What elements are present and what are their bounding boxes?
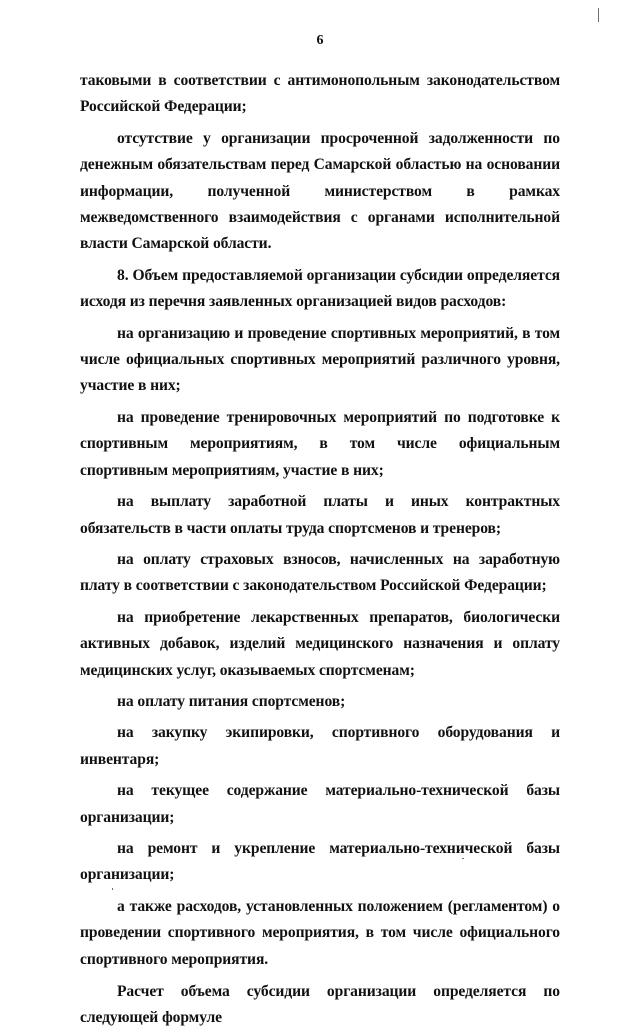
scan-artifact-top-right: [598, 8, 599, 22]
list-item-training-events: на проведение тренировочных мероприятий по подготовке к спортивным мероприятиям, в том числе официальным спортивным мероприятиям, участие в них;: [80, 408, 560, 479]
list-item-salary: на выплату заработной платы и иных контрактных обязательств в части оплаты труда спортсменов и тренеров;: [80, 493, 560, 537]
scan-artifact-bottom-right: [462, 858, 464, 859]
scan-artifact-bottom-left: [112, 888, 113, 890]
paragraph-subsidy-volume: 8. Объем предоставляемой организации субсидии определяется исходя из перечня заявленных организацией видов расходов:: [80, 266, 560, 311]
paragraph-formula-intro: Расчет объема субсидии организации определяется по следующей формуле: [80, 983, 560, 1027]
page-number: 6: [316, 33, 324, 48]
document-body: [80, 68, 560, 1032]
list-item-maintenance: на текущее содержание материально-технической базы организации;: [80, 782, 560, 826]
list-item-repair: на ремонт и укрепление материально-технической базы организации;: [80, 839, 560, 884]
list-item-sport-events: на организацию и проведение спортивных мероприятий, в том числе официальных спортивных мероприятий различного уровня, участие в них;: [80, 324, 560, 395]
list-item-equipment: на закупку экипировки, спортивного оборудования и инвентаря;: [80, 724, 560, 768]
paragraph-antimonopoly: таковыми в соответствии с антимонопольным законодательством Российской Федерации;: [80, 72, 560, 116]
list-item-medicine: на приобретение лекарственных препаратов, биологически активных добавок, изделий медицинского назначения и оплату медицинских услуг, оказываемых спортсменам;: [80, 608, 560, 679]
paragraph-no-debt: отсутствие у организации просроченной задолженности по денежным обязательствам перед Самарской областью на основании информации, полученной министерством в рамках межведомственного взаимодействия с органами исполнительной власти Самарской области.: [80, 129, 560, 253]
list-item-insurance: на оплату страховых взносов, начисленных на заработную плату в соответствии с законодательством Российской Федерации;: [80, 550, 560, 595]
list-item-nutrition: на оплату питания спортсменов;: [117, 692, 346, 710]
list-item-regulation-expenses: а также расходов, установленных положением (регламентом) о проведении спортивного мероприятия, в том числе официального спортивного мероприятия.: [80, 897, 560, 968]
